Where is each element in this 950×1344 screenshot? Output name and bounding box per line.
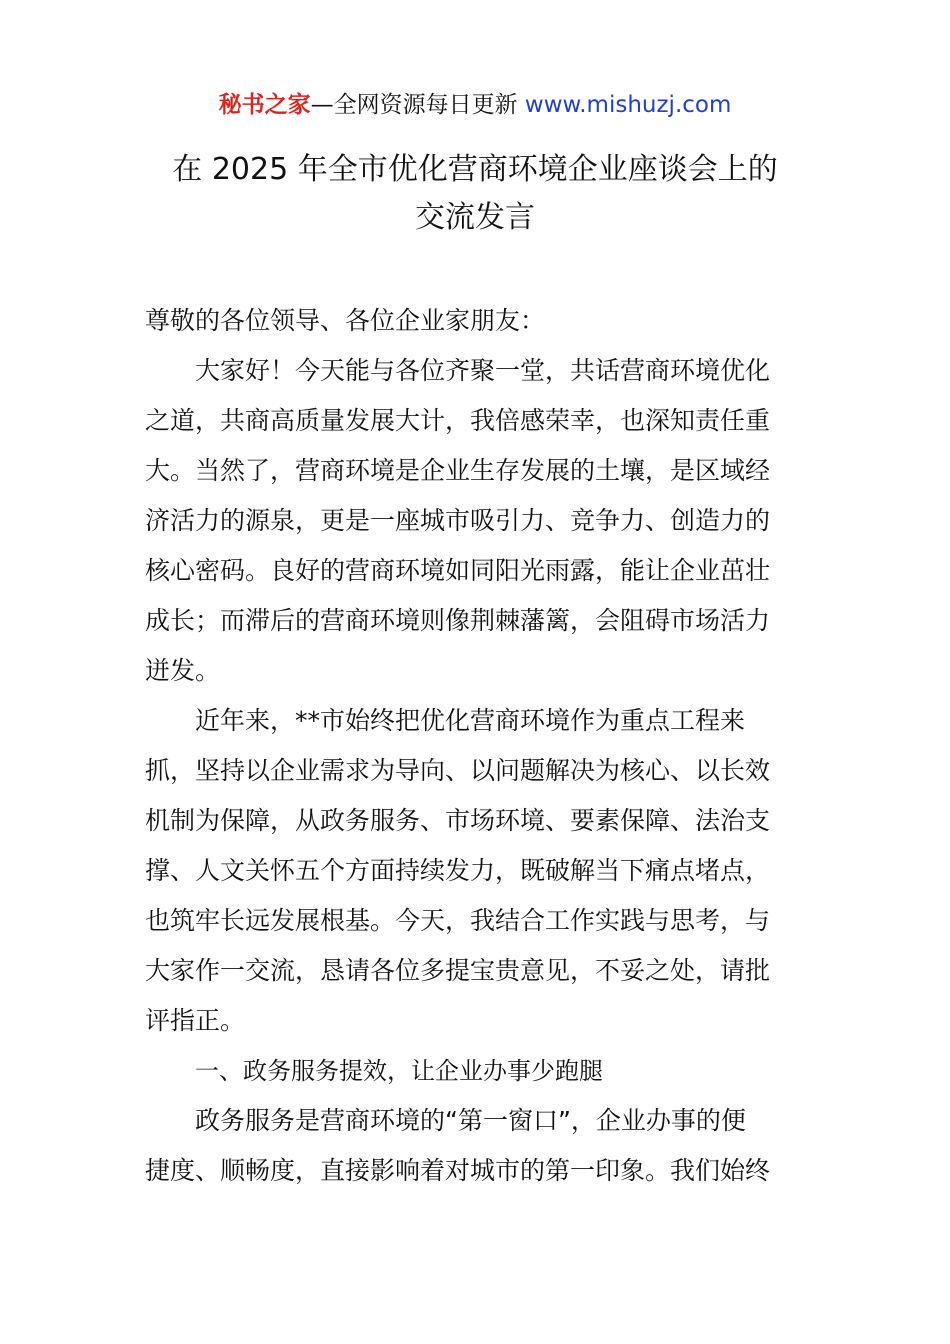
paragraph-line: 撑、人文关怀五个方面持续发力，既破解当下痛点堵点， <box>145 856 771 885</box>
paragraph-line: 抓，坚持以企业需求为导向、以问题解决为核心、以长效 <box>145 756 771 785</box>
paragraph-line: 政务服务是营商环境的“第一窗口”，企业办事的便 <box>195 1106 746 1135</box>
salutation <box>145 296 810 346</box>
paragraph-line: 大家作一交流，恳请各位多提宝贵意见，不妥之处，请批 <box>145 956 771 985</box>
paragraph-line: 近年来，**市始终把优化营商环境作为重点工程来 <box>195 706 746 735</box>
paragraph-line: 也筑牢长远发展根基。今天，我结合工作实践与思考，与 <box>145 906 771 935</box>
paragraph-2 <box>145 696 810 1046</box>
paragraph-1 <box>145 346 810 696</box>
section-1-heading <box>145 1046 810 1096</box>
site-header <box>0 88 950 122</box>
paragraph-line: 迸发。 <box>145 656 221 685</box>
paragraph-line: 评指正。 <box>145 1006 246 1035</box>
section-heading-line: 一、政务服务提效，让企业办事少跑腿 <box>195 1057 603 1085</box>
site-brand: 秘书之家 <box>218 92 311 118</box>
salutation-line: 尊敬的各位领导、各位企业家朋友： <box>145 306 546 335</box>
document-title <box>100 146 850 242</box>
paragraph-line: 成长；而滞后的营商环境则像荆棘藩篱，会阻碍市场活力 <box>145 606 771 635</box>
paragraph-3 <box>145 1096 810 1196</box>
paragraph-line: 大家好！今天能与各位齐聚一堂，共话营商环境优化 <box>195 356 771 385</box>
title-line-1: 在 2025 年全市优化营商环境企业座谈会上的 <box>172 152 778 187</box>
paragraph-line: 核心密码。良好的营商环境如同阳光雨露，能让企业茁壮 <box>145 556 771 585</box>
paragraph-line: 济活力的源泉，更是一座城市吸引力、竞争力、创造力的 <box>145 506 771 535</box>
site-tagline: —全网资源每日更新 <box>310 92 525 118</box>
paragraph-line: 机制为保障，从政务服务、市场环境、要素保障、法治支 <box>145 806 771 835</box>
site-url-link[interactable]: www.mishuzj.com <box>524 92 732 118</box>
paragraph-line: 大。当然了，营商环境是企业生存发展的土壤，是区域经 <box>145 456 771 485</box>
paragraph-line: 捷度、顺畅度，直接影响着对城市的第一印象。我们始终 <box>145 1156 771 1185</box>
title-line-2: 交流发言 <box>415 200 535 235</box>
document-body <box>145 296 810 1196</box>
paragraph-line: 之道，共商高质量发展大计，我倍感荣幸，也深知责任重 <box>145 406 771 435</box>
